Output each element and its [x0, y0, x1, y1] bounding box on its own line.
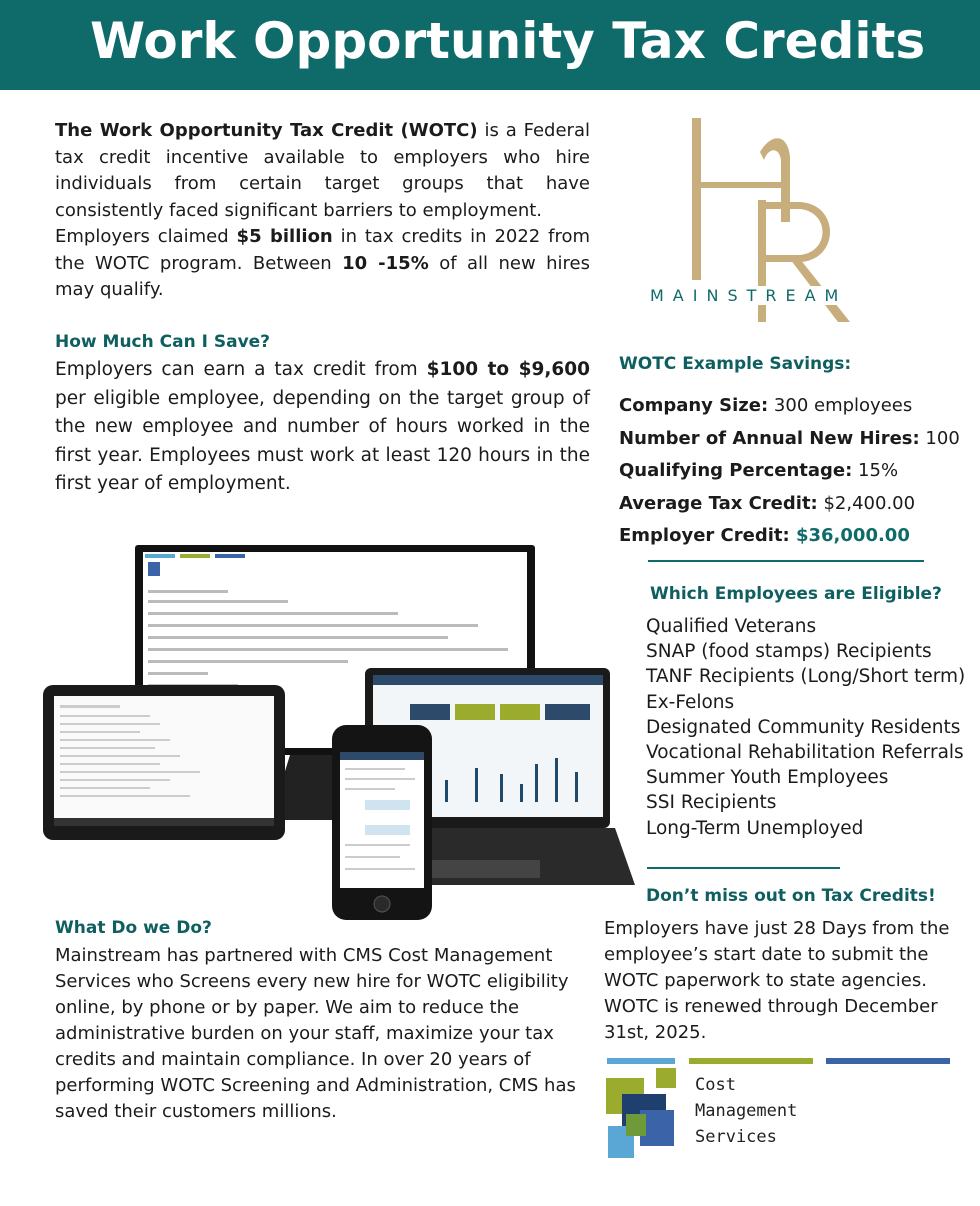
intro-lead-rest: is a Federal tax credit incentive available to employers who hire individuals from certain target groups that have consistently faced significant barriers to employment. [55, 120, 590, 221]
example-label: Qualifying Percentage: [619, 460, 853, 481]
divider [648, 560, 924, 562]
example-row [619, 455, 969, 488]
list-item: Vocational Rehabilitation Referrals [646, 742, 964, 764]
save-heading: How Much Can I Save? [55, 332, 271, 352]
tablet-icon [43, 685, 285, 840]
cms-bar-green [689, 1058, 813, 1064]
save-paragraph [55, 356, 590, 499]
cms-wordmark-line: Management [695, 1101, 798, 1121]
what-paragraph: Mainstream has partnered with CMS Cost Management Services who Screens every new hire for WOTC eligibility online, by phone or by paper. We aim to reduce the administrative burden on your staff, maximize your tax credits and maintain compliance. In over 20 years of performing WOTC Screening and Administration, CMS has saved their customers millions. [55, 945, 576, 1122]
example-list [619, 390, 969, 553]
list-item: Designated Community Residents [646, 716, 961, 738]
list-item: SSI Recipients [646, 792, 777, 814]
list-item: Qualified Veterans [646, 616, 817, 637]
cms-bar-blue [607, 1058, 675, 1064]
employer-credit-value: $36,000.00 [789, 525, 910, 546]
example-label: Average Tax Credit: [619, 492, 818, 514]
list-item: Summer Youth Employees [646, 767, 889, 789]
list-item: Long-Term Unemployed [646, 817, 864, 839]
example-value: 100 [919, 427, 960, 449]
example-label: Employer Credit: [619, 525, 790, 546]
example-value: 15% [852, 460, 899, 481]
example-value: 300 employees [768, 395, 913, 416]
phone-icon [332, 725, 432, 920]
devices-illustration [40, 540, 640, 925]
save-range: $100 to $9,600 [426, 359, 590, 380]
miss-heading: Don’t miss out on Tax Credits! [646, 886, 936, 906]
miss-paragraph: Employers have just 28 Days from the employee’s start date to submit the WOTC paperwork to state agencies. WOTC is renewed through December 31st, 2025. [604, 918, 950, 1043]
list-item: SNAP (food stamps) Recipients [646, 641, 932, 663]
eligible-heading: Which Employees are Eligible? [650, 584, 942, 604]
intro-claimed-pre: Employers claimed [55, 226, 237, 247]
example-row [619, 488, 969, 521]
intro-paragraph [55, 118, 590, 304]
example-row [619, 390, 969, 423]
header-banner [0, 0, 980, 90]
intro-claimed-post: of all new hires may qualify. [55, 252, 591, 300]
list-item: Ex-Felons [646, 691, 735, 713]
intro-claimed-bold: $5 billion [236, 226, 333, 247]
example-label: Number of Annual New Hires: [619, 427, 920, 449]
page-title: Work Opportunity Tax Credits [90, 12, 926, 70]
hr-mainstream-logo [640, 112, 890, 327]
intro-claimed-mid: in tax credits in 2022 from the WOTC program. Between [55, 226, 590, 274]
eligible-list [646, 614, 976, 841]
what-heading: What Do we Do? [55, 918, 212, 938]
example-row [619, 520, 969, 553]
save-post: per eligible employee, depending on the target group of the new employee and number of hours worked in the first year. Employees must work at least 120 hours in the first year of employment. [55, 387, 590, 494]
example-row [619, 423, 969, 456]
intro-lead-bold: The Work Opportunity Tax Credit (WOTC) [55, 120, 478, 141]
example-label: Company Size: [619, 395, 769, 416]
cms-wordmark-line: Services [695, 1127, 777, 1147]
hr-wordmark: MAINSTREAM [650, 286, 848, 305]
divider [647, 867, 840, 869]
cms-logo-icon [604, 1066, 694, 1162]
cms-bar-navy [826, 1058, 950, 1064]
list-item: TANF Recipients (Long/Short term) [646, 666, 966, 688]
cms-wordmark-line: Cost [695, 1075, 736, 1095]
example-value: $2,400.00 [817, 492, 916, 514]
example-heading: WOTC Example Savings: [619, 354, 852, 374]
cms-wordmark [695, 1072, 797, 1150]
intro-pct-bold: 10 -15% [342, 252, 429, 274]
save-pre: Employers can earn a tax credit from [55, 359, 427, 380]
